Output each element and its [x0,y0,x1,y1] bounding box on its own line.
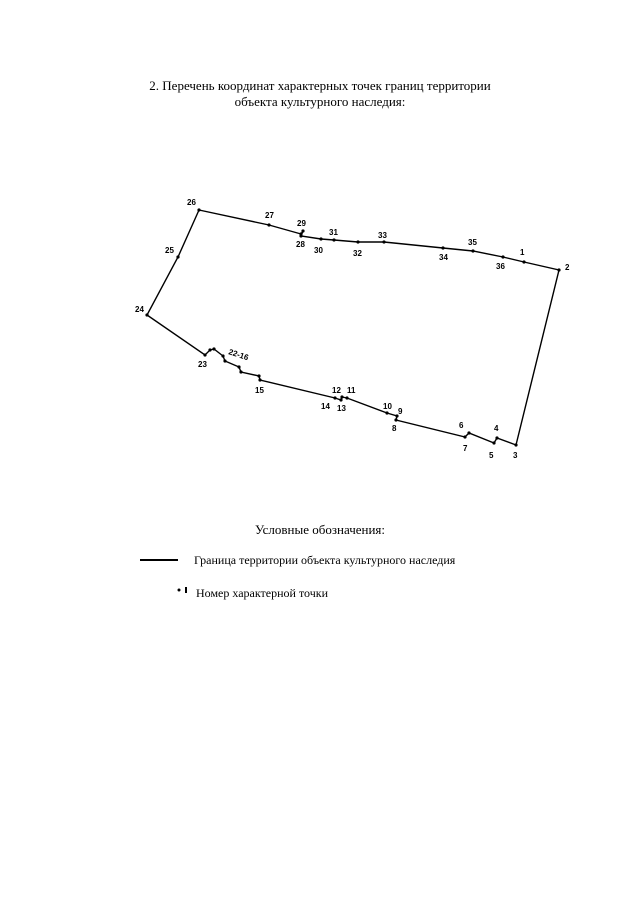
point-label-9: 9 [398,407,403,416]
boundary-point-15 [258,378,261,381]
point-label-25: 25 [165,246,174,255]
point-label-10: 10 [383,402,392,411]
boundary-point-25 [176,255,179,258]
point-label-35: 35 [468,238,477,247]
point-label-1: 1 [520,248,525,257]
point-label-32: 32 [353,249,362,258]
point-label-29: 29 [297,219,306,228]
title-line-2: объекта культурного наследия: [234,94,406,109]
point-label-23: 23 [198,360,207,369]
boundary-point-27 [267,223,270,226]
boundary-point-6 [467,431,470,434]
boundary-point-28 [301,229,304,232]
boundary-point-14 [333,396,336,399]
boundary-point-v16 [239,370,242,373]
point-label-7: 7 [463,444,468,453]
point-label-36: 36 [496,262,505,271]
boundary-point-23 [203,353,206,356]
boundary-point-24 [145,313,148,316]
boundary-point-13 [339,398,342,401]
point-label-12: 12 [332,386,341,395]
point-label-11: 11 [347,386,356,395]
point-label-4: 4 [494,424,499,433]
point-label-8: 8 [392,424,397,433]
point-label-13: 13 [337,404,346,413]
boundary-point-1 [522,260,525,263]
boundary-point-v21 [208,348,211,351]
boundary-point-35 [471,249,474,252]
legend-point-label: Номер характерной точки [196,586,328,600]
boundary-line-swatch [140,559,178,561]
boundary-point-v17 [237,365,240,368]
boundary-point-8 [394,418,397,421]
point-label-31: 31 [329,228,338,237]
boundary-point-10 [385,411,388,414]
boundary-point-36 [501,255,504,258]
boundary-point-2 [557,268,560,271]
boundary-point-26 [197,208,200,211]
point-label-2: 2 [565,263,570,272]
boundary-points [145,208,560,446]
boundary-point-31 [332,238,335,241]
boundary-point-3 [514,443,517,446]
point-label-22-16: 22-16 [227,347,250,363]
point-label-28: 28 [296,240,305,249]
point-label-26: 26 [187,198,196,207]
point-label-14: 14 [321,402,330,411]
boundary-point-32 [356,240,359,243]
point-label-24: 24 [135,305,144,314]
boundary-point-30 [319,237,322,240]
boundary-point-5 [492,441,495,444]
legend-title: Условные обозначения: [254,522,386,537]
point-label-5: 5 [489,451,494,460]
point-marker-icon [176,587,196,597]
legend-boundary-label: Граница территории объекта культурного наследия [194,553,456,567]
boundary-point-11 [345,396,348,399]
boundary-point-v19 [221,354,224,357]
boundary-point-7 [463,435,466,438]
boundary-point-4 [495,436,498,439]
title-line-1: 2. Перечень координат характерных точек границ территории [149,78,491,93]
boundary-point-v20 [212,347,215,350]
boundary-point-29 [299,234,302,237]
boundary-point-12 [340,395,343,398]
point-label-30: 30 [314,246,323,255]
point-label-15: 15 [255,386,264,395]
boundary-point-34 [441,246,444,249]
point-label-33: 33 [378,231,387,240]
point-label-34: 34 [439,253,448,262]
boundary-labels [135,198,570,460]
point-label-27: 27 [265,211,274,220]
boundary-point-v15 [257,374,260,377]
point-label-6: 6 [459,421,464,430]
boundary-point-v18 [223,359,226,362]
boundary-point-33 [382,240,385,243]
boundary-line [147,210,559,445]
point-label-3: 3 [513,451,518,460]
